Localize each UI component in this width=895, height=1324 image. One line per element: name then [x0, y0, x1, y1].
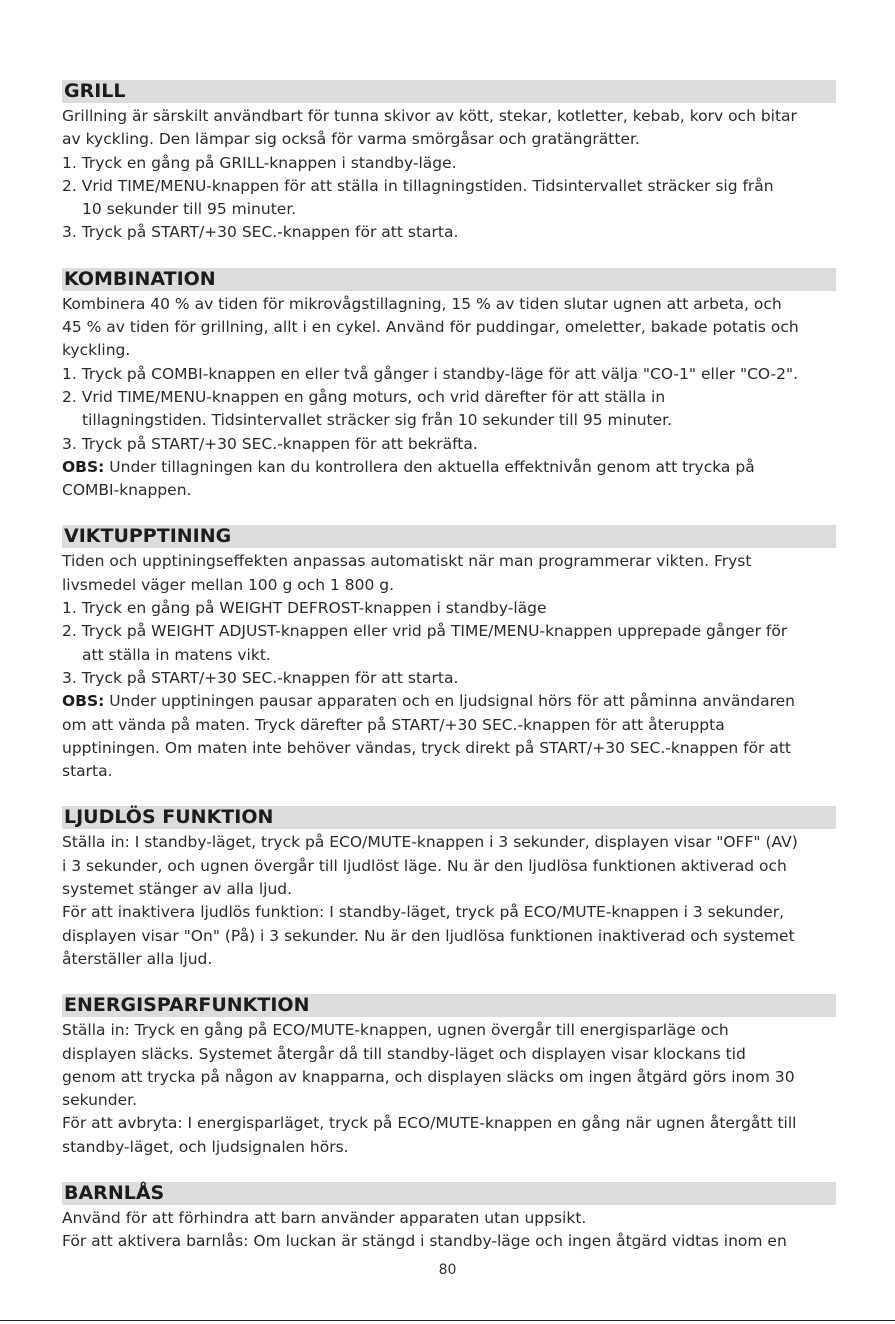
step-line: 2. Vrid TIME/MENU-knappen en gång moturs, och vrid därefter för att ställa in	[62, 387, 666, 406]
obs-text-line: starta.	[62, 762, 113, 781]
obs-text-line: COMBI-knappen.	[62, 481, 192, 500]
body-line: Ställa in: I standby-läget, tryck på ECO/MUTE-knappen i 3 sekunder, displayen visar "OFF" (AV)	[62, 833, 798, 852]
body-line: återställer alla ljud.	[62, 949, 213, 968]
body-line: standby-läget, och ljudsignalen hörs.	[62, 1137, 349, 1156]
section-energisparfunktion	[62, 994, 836, 1159]
body-line: För att avbryta: I energisparläget, tryck på ECO/MUTE-knappen en gång när ugnen återgått till	[62, 1114, 797, 1133]
body-line: Tiden och upptiningseffekten anpassas automatiskt när man programmerar vikten. Fryst	[62, 552, 752, 571]
step-line: 1. Tryck en gång på GRILL-knappen i standby-läge.	[62, 153, 457, 172]
body-line: Kombinera 40 % av tiden för mikrovågstillagning, 15 % av tiden slutar ugnen att arbeta, och	[62, 294, 782, 313]
section-barnlas	[62, 1182, 836, 1254]
section-heading: KOMBINATION	[62, 268, 836, 291]
footer-divider	[0, 1320, 895, 1321]
body-line: Använd för att förhindra att barn använder apparaten utan uppsikt.	[62, 1208, 587, 1227]
obs-label: OBS:	[62, 692, 105, 711]
body-line: livsmedel väger mellan 100 g och 1 800 g.	[62, 575, 395, 594]
obs-label: OBS:	[62, 457, 105, 476]
section-ljudlos-funktion	[62, 806, 836, 971]
body-line: 45 % av tiden för grillning, allt i en cykel. Använd för puddingar, omeletter, bakade potatis och	[62, 318, 799, 337]
obs-note	[62, 690, 836, 713]
body-line: genom att trycka på någon av knapparna, och displayen släcks om ingen åtgärd görs inom 30	[62, 1067, 795, 1086]
step-line-continuation: 10 sekunder till 95 minuter.	[82, 200, 297, 219]
section-viktupptining	[62, 525, 836, 783]
step-line-continuation: tillagningstiden. Tidsintervallet sträcker sig från 10 sekunder till 95 minuter.	[82, 411, 673, 430]
step-line: 1. Tryck en gång på WEIGHT DEFROST-knappen i standby-läge	[62, 599, 547, 618]
body-line: Grillning är särskilt användbart för tunna skivor av kött, stekar, kotletter, kebab, korv och bitar	[62, 107, 797, 125]
section-heading: LJUDLÖS FUNKTION	[62, 806, 836, 829]
section-heading: GRILL	[62, 80, 836, 103]
obs-text-line: om att vända på maten. Tryck därefter på START/+30 SEC.-knappen för att återuppta	[62, 715, 725, 734]
obs-text-line: upptiningen. Om maten inte behöver vändas, tryck direkt på START/+30 SEC.-knappen för att	[62, 738, 792, 757]
step-line: 1. Tryck på COMBI-knappen en eller två gånger i standby-läge för att välja "CO-1" eller "CO-2".	[62, 364, 799, 383]
body-line: systemet stänger av alla ljud.	[62, 880, 293, 899]
obs-note	[62, 456, 836, 479]
body-line: av kyckling. Den lämpar sig också för varma smörgåsar och gratängrätter.	[62, 130, 640, 149]
section-heading: BARNLÅS	[62, 1182, 836, 1205]
section-heading: ENERGISPARFUNKTION	[62, 994, 836, 1017]
page-number: 80	[438, 1262, 457, 1278]
body-line: Ställa in: Tryck en gång på ECO/MUTE-knappen, ugnen övergår till energisparläge och	[62, 1021, 729, 1040]
step-line: 2. Vrid TIME/MENU-knappen för att ställa in tillagningstiden. Tidsintervallet sträcker sig från	[62, 176, 774, 195]
step-line-continuation: att ställa in matens vikt.	[82, 645, 271, 664]
section-heading: VIKTUPPTINING	[62, 525, 836, 548]
body-line: För att inaktivera ljudlös funktion: I standby-läget, tryck på ECO/MUTE-knappen i 3 sekunder,	[62, 903, 785, 922]
body-line: displayen visar "On" (På) i 3 sekunder. Nu är den ljudlösa funktionen inaktiverad och systemet	[62, 926, 795, 945]
step-line: 2. Tryck på WEIGHT ADJUST-knappen eller vrid på TIME/MENU-knappen upprepade gånger för	[62, 622, 788, 641]
body-line: sekunder.	[62, 1091, 138, 1110]
manual-page	[62, 80, 836, 1277]
body-line: För att aktivera barnlås: Om luckan är stängd i standby-läge och ingen åtgärd vidtas inom en	[62, 1232, 787, 1251]
section-kombination	[62, 268, 836, 503]
obs-text: Under tillagningen kan du kontrollera den aktuella effektnivån genom att trycka på	[104, 457, 755, 476]
body-line: kyckling.	[62, 341, 131, 360]
body-line: i 3 sekunder, och ugnen övergår till ljudlöst läge. Nu är den ljudlösa funktionen aktiverad och	[62, 856, 787, 875]
obs-text: Under upptiningen pausar apparaten och en ljudsignal hörs för att påminna användaren	[104, 692, 795, 711]
step-line: 3. Tryck på START/+30 SEC.-knappen för att starta.	[62, 668, 459, 687]
section-grill	[62, 80, 836, 245]
step-line: 3. Tryck på START/+30 SEC.-knappen för att bekräfta.	[62, 434, 478, 453]
body-line: displayen släcks. Systemet återgår då till standby-läget och displayen visar klockans tid	[62, 1044, 746, 1063]
step-line: 3. Tryck på START/+30 SEC.-knappen för att starta.	[62, 223, 459, 242]
